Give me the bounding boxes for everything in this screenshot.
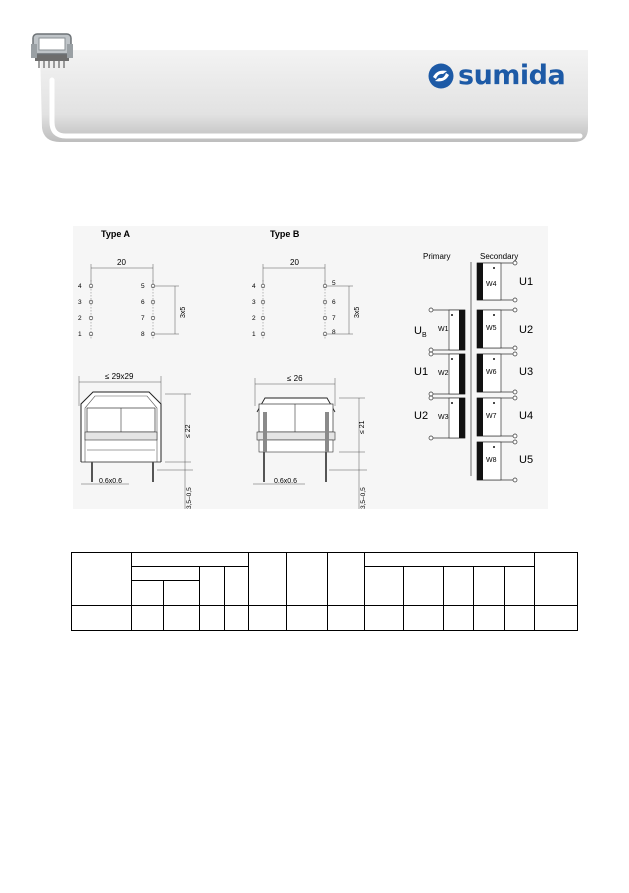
technical-drawing [73,226,548,509]
table-cell [225,606,249,631]
secondary-voltage-label: U3 [519,366,534,378]
secondary-voltage-label: U2 [519,324,534,336]
primary-voltage-label: U2 [414,410,429,422]
table-cell [535,606,578,631]
table-cell [535,553,578,606]
type-a-pin-size: 0.6x0.6 [99,478,122,485]
sumida-logo [428,62,565,89]
type-b-pin-span: 20 [290,258,299,267]
table-cell [474,606,505,631]
table-cell [164,606,200,631]
winding-label: W3 [438,414,449,421]
type-a-pin-label: 2 [78,315,82,322]
table-cell [404,606,444,631]
type-a-pin-label: 7 [141,315,145,322]
type-b-title: Type B [270,229,300,239]
type-b-pin-label: 3 [252,299,256,306]
winding-label: W8 [486,457,497,464]
type-a-drawing [78,229,193,509]
type-a-pin-label: 6 [141,299,145,306]
table-cell [132,606,164,631]
table-cell [225,567,249,606]
type-a-footprint: ≤ 29x29 [105,372,134,381]
type-b-pin-label: 2 [252,315,256,322]
type-b-pin-label: 8 [332,329,336,336]
table-cell [72,606,132,631]
winding-label: W7 [486,413,497,420]
type-a-pin-label: 5 [141,283,145,290]
table-cell [200,606,225,631]
table-cell [132,567,200,581]
type-b-pitch: 3x5 [354,306,361,318]
type-a-pin-label: 8 [141,331,145,338]
type-a-pin-label: 4 [78,283,82,290]
winding-schematic [414,252,533,482]
table-cell [365,567,404,606]
logo-text: sumida [458,60,566,91]
table-cell [132,553,249,567]
secondary-voltage-label: U5 [519,454,534,466]
table-cell [404,567,444,606]
spec-table [71,552,578,631]
primary-voltage-label: U1 [414,366,429,378]
winding-label: W1 [438,326,449,333]
table-cell [444,567,474,606]
table-cell [328,606,365,631]
table-cell [505,567,535,606]
primary-label: Primary [423,252,451,261]
type-a-pin-label: 3 [78,299,82,306]
table-header-row [72,553,578,567]
type-a-title: Type A [101,229,131,239]
winding-label: W4 [486,281,497,288]
winding-label: W5 [486,325,497,332]
type-a-pitch: 3x5 [180,306,187,318]
primary-voltage-label: $U_B$ [414,325,427,339]
table-cell [200,567,225,606]
type-a-pin-label: 1 [78,331,82,338]
table-cell [132,581,164,606]
table-cell [328,553,365,606]
winding-label: W6 [486,369,497,376]
type-a-standoff: 3,5–0,5 [186,487,193,509]
table-cell [444,606,474,631]
product-thumbnail [25,30,81,72]
type-b-standoff: 3,5–0,5 [360,487,367,509]
secondary-label: Secondary [480,252,519,261]
secondary-voltage-label: U4 [519,410,534,422]
type-b-drawing [252,229,367,509]
table-cell [287,553,328,606]
type-b-pin-label: 5 [332,280,336,287]
table-cell [249,553,287,606]
type-a-height: ≤ 22 [185,424,192,438]
type-b-height: ≤ 21 [359,420,366,434]
table-cell [474,567,505,606]
table-cell [365,553,535,567]
type-b-pin-size: 0.6x0.6 [274,478,297,485]
secondary-voltage-label: U1 [519,276,534,288]
table-cell [72,553,132,606]
winding-label: W2 [438,370,449,377]
type-b-pin-label: 1 [252,331,256,338]
table-cell [365,606,404,631]
table-cell [249,606,287,631]
type-b-pin-label: 6 [332,299,336,306]
type-b-pin-label: 4 [252,283,256,290]
sumida-logo-mark-icon [428,63,454,89]
table-cell [287,606,328,631]
table-cell [505,606,535,631]
type-b-footprint: ≤ 26 [287,374,303,383]
type-a-pin-span: 20 [117,258,126,267]
table-row [72,606,578,631]
table-cell [164,581,200,606]
type-b-pin-label: 7 [332,315,336,322]
